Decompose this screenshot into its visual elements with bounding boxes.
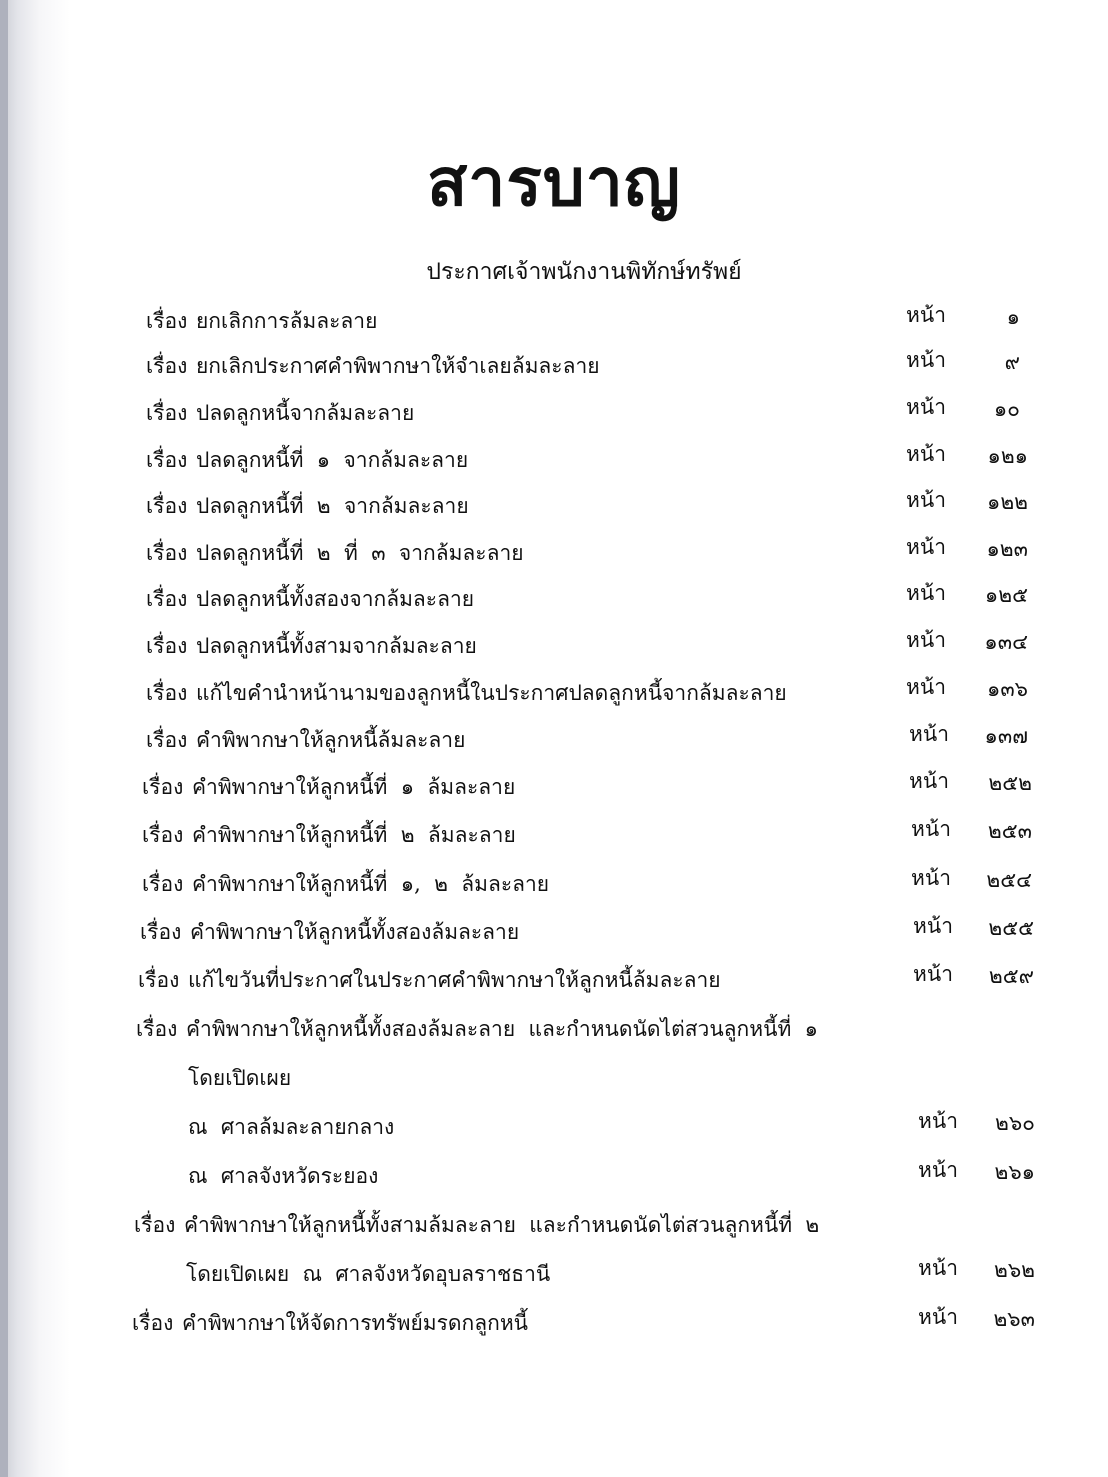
entry-prefix: เรื่อง: [146, 541, 188, 565]
page-number: ๒๕๙: [988, 964, 1034, 988]
page-label: หน้า: [906, 395, 946, 419]
page-number: ๒๖๐: [995, 1111, 1035, 1135]
entry-prefix: เรื่อง: [138, 968, 180, 992]
entry-title: โดยเปิดเผย: [188, 1066, 292, 1090]
toc-entry: [134, 1209, 819, 1241]
page-label: หน้า: [911, 817, 951, 841]
page-label: หน้า: [918, 1109, 958, 1133]
toc-entry: [146, 350, 600, 382]
page-label: หน้า: [913, 962, 953, 986]
toc-entry: [136, 1013, 818, 1045]
entry-title: ปลดลูกหนี้จากล้มละลาย: [196, 401, 415, 425]
entry-title: ปลดลูกหนี้ที่ ๒ ที่ ๓ จากล้มละลาย: [196, 541, 524, 565]
toc-entry: [188, 1062, 291, 1094]
toc-entry: [188, 1111, 394, 1143]
page-label: หน้า: [918, 1305, 958, 1329]
page-number: ๑๒๓: [986, 537, 1028, 561]
toc-entry: [188, 1160, 378, 1192]
toc-entry: [146, 583, 474, 615]
page-number: ๑๓๔: [984, 630, 1028, 654]
toc-entry: [140, 916, 519, 948]
entry-prefix: เรื่อง: [146, 681, 188, 705]
page-number: ๑๓๗: [984, 724, 1028, 748]
toc-entry: [142, 868, 549, 900]
entry-title: ปลดลูกหนี้ที่ ๑ จากล้มละลาย: [196, 448, 469, 472]
page-number: ๒๕๔: [986, 868, 1032, 892]
page-title: สารบาญ: [427, 144, 681, 221]
page-number: ๒๕๒: [988, 771, 1032, 795]
entry-prefix: เรื่อง: [142, 823, 184, 847]
toc-entry: [146, 630, 477, 662]
entry-title: ยกเลิกการล้มละลาย: [196, 309, 378, 333]
entry-title: ปลดลูกหนี้ที่ ๒ จากล้มละลาย: [196, 494, 469, 518]
toc-entry: [146, 677, 787, 709]
toc-entry: [186, 1258, 550, 1290]
entry-prefix: เรื่อง: [134, 1213, 176, 1237]
toc-entry: [138, 964, 721, 996]
entry-prefix: เรื่อง: [142, 872, 184, 896]
entry-prefix: เรื่อง: [142, 775, 184, 799]
toc-entry: [146, 397, 414, 429]
entry-prefix: เรื่อง: [146, 401, 188, 425]
entry-title: คำพิพากษาให้ลูกหนี้ที่ ๒ ล้มละลาย: [192, 823, 516, 847]
entry-title: คำพิพากษาให้ลูกหนี้ทั้งสองล้มละลาย และกำหนดนัดไต่สวนลูกหนี้ที่ ๑: [186, 1017, 818, 1041]
entry-title: คำพิพากษาให้ลูกหนี้ทั้งสามล้มละลาย และกำหนดนัดไต่สวนลูกหนี้ที่ ๒: [184, 1213, 820, 1237]
entry-title: ยกเลิกประกาศคำพิพากษาให้จำเลยล้มละลาย: [196, 354, 600, 378]
entry-prefix: เรื่อง: [136, 1017, 178, 1041]
page-label: หน้า: [906, 442, 946, 466]
page-number: ๒๕๓: [987, 819, 1032, 843]
page-number: ๑๒๑: [987, 444, 1028, 468]
entry-title: คำพิพากษาให้ลูกหนี้ล้มละลาย: [196, 728, 466, 752]
page-number: ๑๓๖: [986, 677, 1028, 701]
entry-title: แก้ไขวันที่ประกาศในประกาศคำพิพากษาให้ลูกหนี้ล้มละลาย: [188, 968, 721, 992]
toc-entry: [146, 305, 377, 337]
page-label: หน้า: [909, 769, 949, 793]
toc-entry: [142, 771, 515, 803]
page-number: ๙: [1004, 350, 1020, 374]
entry-title: คำพิพากษาให้จัดการทรัพย์มรดกลูกหนี้: [182, 1311, 529, 1335]
entry-prefix: เรื่อง: [140, 920, 182, 944]
page-label: หน้า: [909, 722, 949, 746]
toc-entry: [146, 490, 469, 522]
page-label: หน้า: [918, 1256, 958, 1280]
entry-prefix: เรื่อง: [146, 309, 188, 333]
page-label: หน้า: [913, 914, 953, 938]
entry-prefix: เรื่อง: [146, 634, 188, 658]
entry-title: ณ ศาลล้มละลายกลาง: [188, 1115, 395, 1139]
page-number: ๒๖๑: [994, 1160, 1035, 1184]
page-number: ๑๐: [993, 397, 1020, 421]
entry-title: คำพิพากษาให้ลูกหนี้ทั้งสองล้มละลาย: [190, 920, 520, 944]
toc-entry: [142, 819, 516, 851]
entry-prefix: เรื่อง: [146, 494, 188, 518]
page-label: หน้า: [906, 348, 946, 372]
entry-title: โดยเปิดเผย ณ ศาลจังหวัดอุบลราชธานี: [186, 1262, 551, 1286]
entry-title: ปลดลูกหนี้ทั้งสองจากล้มละลาย: [196, 587, 475, 611]
entry-prefix: เรื่อง: [146, 448, 188, 472]
page-label: หน้า: [906, 675, 946, 699]
page-label: หน้า: [906, 581, 946, 605]
toc-entry: [146, 537, 524, 569]
toc-entry: [146, 444, 468, 476]
page-label: หน้า: [911, 866, 951, 890]
entry-prefix: เรื่อง: [146, 587, 188, 611]
page-label: หน้า: [906, 535, 946, 559]
page-label: หน้า: [918, 1158, 958, 1182]
page-number: ๒๖๒: [993, 1258, 1035, 1282]
page-number: ๑๒๒: [986, 490, 1028, 514]
entry-title: คำพิพากษาให้ลูกหนี้ที่ ๑ ล้มละลาย: [192, 775, 516, 799]
page-number: ๒๕๕: [988, 916, 1034, 940]
entry-prefix: เรื่อง: [146, 354, 188, 378]
entry-title: แก้ไขคำนำหน้านามของลูกหนี้ในประกาศปลดลูกหนี้จากล้มละลาย: [196, 681, 787, 705]
page-label: หน้า: [906, 628, 946, 652]
entry-title: คำพิพากษาให้ลูกหนี้ที่ ๑, ๒ ล้มละลาย: [192, 872, 550, 896]
entry-prefix: เรื่อง: [146, 728, 188, 752]
entry-title: ณ ศาลจังหวัดระยอง: [188, 1164, 379, 1188]
page-label: หน้า: [906, 303, 946, 327]
page-number: ๒๖๓: [993, 1307, 1035, 1331]
entry-title: ปลดลูกหนี้ทั้งสามจากล้มละลาย: [196, 634, 477, 658]
page-number: ๑: [1006, 305, 1020, 329]
section-heading: ประกาศเจ้าพนักงานพิทักษ์ทรัพย์: [426, 259, 742, 285]
page-number: ๑๒๕: [984, 583, 1028, 607]
entry-prefix: เรื่อง: [132, 1311, 174, 1335]
page-label: หน้า: [906, 488, 946, 512]
toc-entry: [132, 1307, 528, 1339]
toc-entry: [146, 724, 465, 756]
